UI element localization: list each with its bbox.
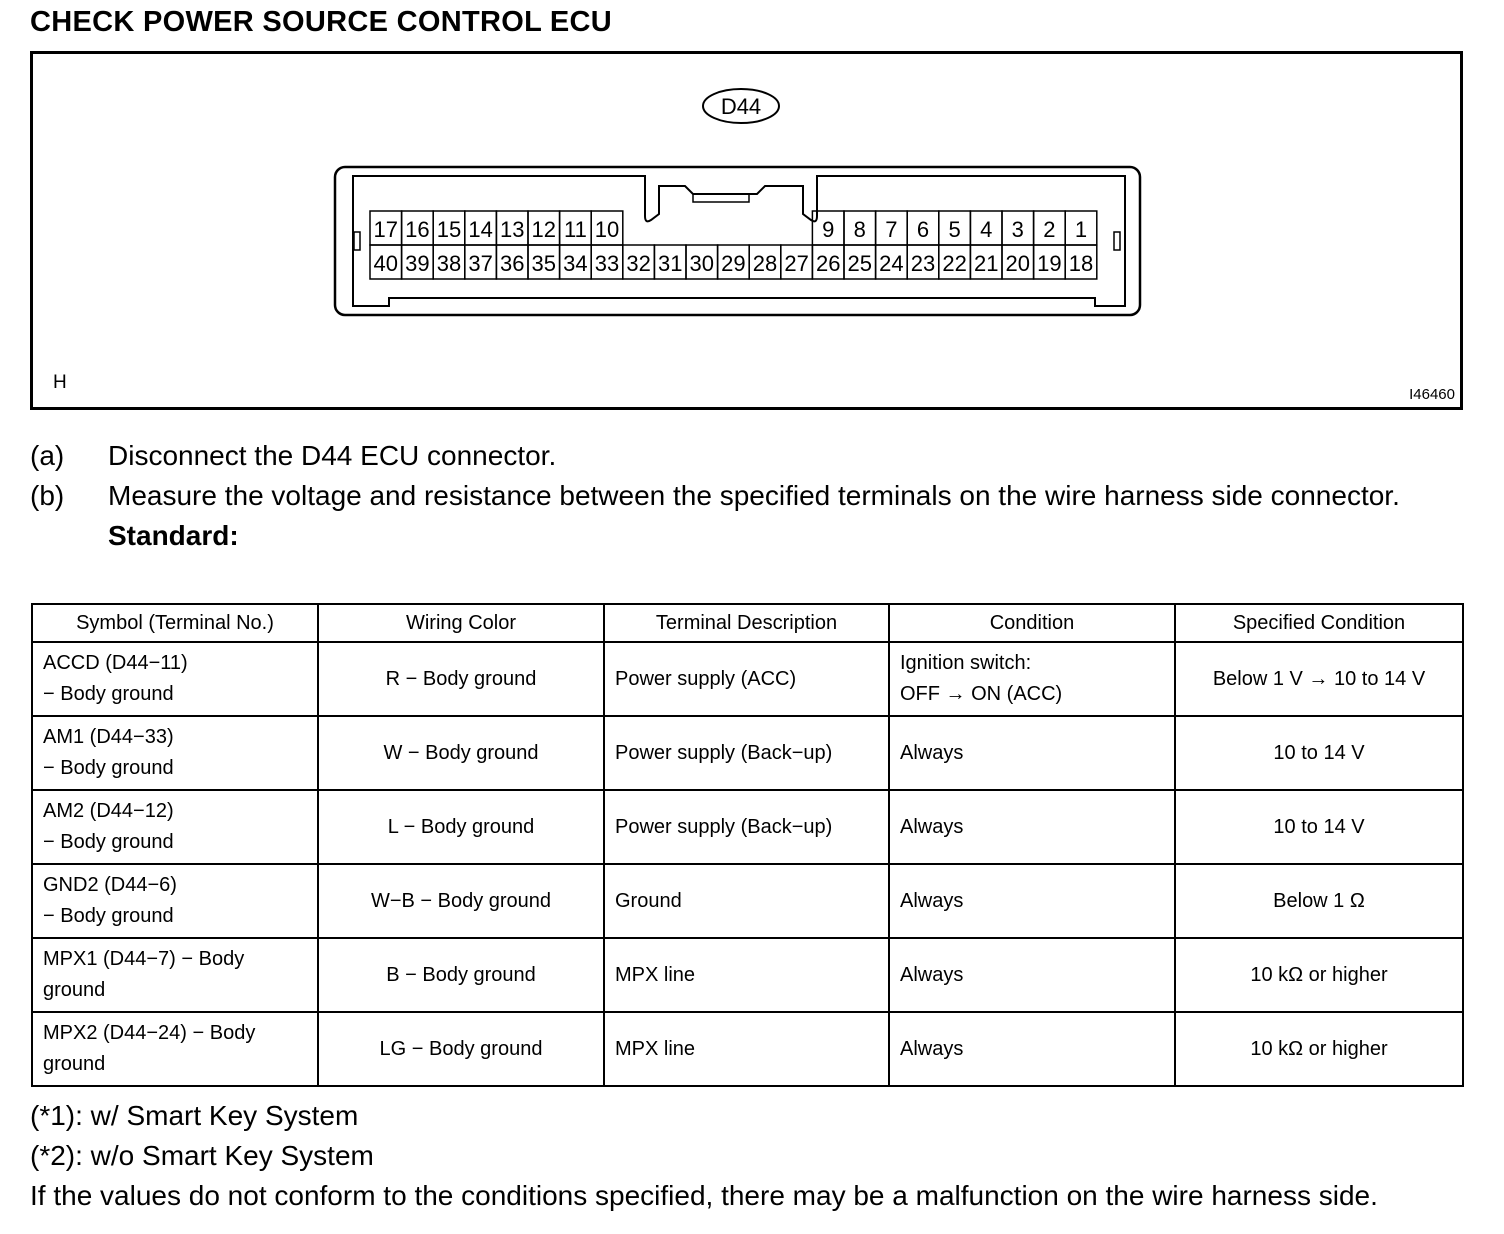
pin-label: 4 [980, 217, 993, 242]
pin-label: 6 [916, 217, 930, 242]
pin-label: 11 [563, 217, 587, 242]
pin-label: 22 [942, 251, 967, 276]
pin-label: 32 [626, 251, 651, 276]
cell-symbol-line: − Body ground [43, 905, 174, 927]
connector-diagram [33, 54, 1460, 407]
pin-label: 37 [468, 251, 493, 276]
figure-id: I46460 [1409, 386, 1455, 403]
cell-terminal-description: Power supply (Back−up) [604, 790, 889, 864]
cell-terminal-description: MPX line [604, 938, 889, 1012]
cell-specified-condition: 10 to 14 V [1175, 716, 1463, 790]
cell-condition-line: Always [900, 1037, 964, 1060]
cell-specified-condition: 10 kΩ or higher [1175, 1012, 1463, 1086]
cell-condition-line: Ignition switch: [900, 652, 1032, 674]
pin-label: 34 [563, 251, 588, 276]
pin-label: 8 [853, 217, 866, 242]
pin-label: 21 [973, 251, 999, 276]
cell-condition [889, 790, 1175, 864]
pin-label: 40 [373, 251, 399, 276]
pin-label: 14 [468, 217, 493, 242]
cell-wiring-color: LG − Body ground [318, 1012, 604, 1086]
header-terminal-description: Terminal Description [604, 604, 889, 642]
cell-condition-line: Always [900, 963, 964, 986]
cell-symbol-line: GND2 (D44−6) [43, 874, 177, 896]
pin-label: 26 [815, 251, 841, 276]
pin-label: 7 [885, 217, 898, 242]
table-header-row [32, 604, 1463, 642]
step-a [30, 436, 1470, 476]
cell-symbol [32, 642, 318, 716]
header-condition: Condition [889, 604, 1175, 642]
notes [30, 1096, 1378, 1216]
note-smart-key: (*1): w/ Smart Key System [30, 1100, 359, 1131]
cell-symbol-line: MPX2 (D44−24) − Body [43, 1022, 256, 1044]
cell-specified-condition: Below 1 Ω [1175, 864, 1463, 938]
figure-corner-letter: H [53, 372, 67, 393]
connector-id-label: D44 [720, 94, 762, 119]
cell-symbol-line: − Body ground [43, 683, 174, 705]
cell-wiring-color: W−B − Body ground [318, 864, 604, 938]
pin-label: 20 [1005, 251, 1031, 276]
pin-label: 3 [1011, 217, 1024, 242]
pin-label: 16 [405, 217, 430, 242]
note-malfunction: If the values do not conform to the conditions specified, there may be a malfunction on the wire harness side. [30, 1180, 1378, 1211]
right-latch [1114, 232, 1120, 250]
pin-label: 15 [436, 217, 462, 242]
pin-label: 12 [531, 217, 557, 242]
table-row [32, 864, 1463, 938]
pin-label: 2 [1043, 217, 1056, 242]
cell-terminal-description: Power supply (Back−up) [604, 716, 889, 790]
table-body [32, 642, 1463, 1086]
cell-condition [889, 938, 1175, 1012]
table-row [32, 716, 1463, 790]
cell-terminal-description: Ground [604, 864, 889, 938]
table-row [32, 1012, 1463, 1086]
cell-condition [889, 716, 1175, 790]
cell-condition-line: OFF → ON (ACC) [900, 683, 1063, 705]
cell-terminal-description: Power supply (ACC) [604, 642, 889, 716]
pin-label: 25 [847, 251, 873, 276]
cell-wiring-color: W − Body ground [318, 716, 604, 790]
cell-symbol [32, 938, 318, 1012]
cell-condition [889, 1012, 1175, 1086]
pin-label: 10 [594, 217, 620, 242]
header-specified-condition: Specified Condition [1175, 604, 1463, 642]
left-latch [354, 232, 360, 250]
cell-condition-line: Always [900, 889, 964, 912]
cell-wiring-color: B − Body ground [318, 938, 604, 1012]
connector-figure [30, 51, 1463, 410]
cell-condition-line: Always [900, 741, 964, 764]
pin-label: 27 [784, 251, 809, 276]
cell-specified-condition: 10 kΩ or higher [1175, 938, 1463, 1012]
pin-label: 24 [879, 251, 904, 276]
step-b [30, 476, 1470, 516]
cell-symbol-line: ACCD (D44−11) [43, 652, 188, 674]
step-text: Measure the voltage and resistance between the specified terminals on the wire harness side connector. [108, 480, 1400, 511]
cell-condition [889, 864, 1175, 938]
cell-symbol [32, 716, 318, 790]
pin-label: 13 [499, 217, 525, 242]
pin-label: 28 [752, 251, 778, 276]
cell-symbol-line: − Body ground [43, 831, 174, 853]
cell-symbol [32, 1012, 318, 1086]
cell-symbol-line: − Body ground [43, 757, 174, 779]
cell-condition-line: Always [900, 815, 964, 838]
cell-symbol-line: MPX1 (D44−7) − Body [43, 948, 245, 970]
cell-symbol [32, 790, 318, 864]
table-row [32, 642, 1463, 716]
connector-pins [370, 211, 1097, 279]
cell-symbol-line: ground [43, 979, 106, 1001]
cell-terminal-description: MPX line [604, 1012, 889, 1086]
pin-label: 35 [531, 251, 557, 276]
pin-label: 39 [405, 251, 430, 276]
pin-label: 38 [436, 251, 462, 276]
pin-label: 29 [721, 251, 746, 276]
header-wiring-color: Wiring Color [318, 604, 604, 642]
pin-label: 17 [373, 217, 399, 242]
cell-symbol-line: AM1 (D44−33) [43, 726, 174, 748]
step-label: (b) [30, 480, 65, 511]
pin-label: 19 [1037, 251, 1062, 276]
page-title: CHECK POWER SOURCE CONTROL ECU [30, 6, 613, 38]
cell-symbol-line: AM2 (D44−12) [43, 800, 174, 822]
pin-label: 30 [689, 251, 715, 276]
procedure-steps [30, 436, 1470, 556]
cell-specified-condition: 10 to 14 V [1175, 790, 1463, 864]
note-no-smart-key: (*2): w/o Smart Key System [30, 1140, 374, 1171]
cell-condition [889, 642, 1175, 716]
step-label: (a) [30, 440, 65, 471]
pin-label: 1 [1074, 217, 1088, 242]
cell-wiring-color: L − Body ground [318, 790, 604, 864]
cell-wiring-color: R − Body ground [318, 642, 604, 716]
pin-label: 18 [1068, 251, 1094, 276]
cell-specified-condition: Below 1 V → 10 to 14 V [1175, 642, 1463, 716]
pin-label: 31 [657, 251, 683, 276]
pin-label: 9 [822, 217, 835, 242]
standard-label: Standard: [108, 520, 239, 551]
pin-label: 5 [948, 217, 961, 242]
step-text: Disconnect the D44 ECU connector. [108, 440, 557, 471]
header-symbol: Symbol (Terminal No.) [32, 604, 318, 642]
standard-table [31, 603, 1464, 1087]
pin-label: 36 [499, 251, 525, 276]
pin-label: 23 [910, 251, 936, 276]
cell-symbol [32, 864, 318, 938]
table-row [32, 938, 1463, 1012]
cell-symbol-line: ground [43, 1053, 106, 1075]
table-row [32, 790, 1463, 864]
connector-key [693, 194, 749, 202]
pin-label: 33 [594, 251, 620, 276]
